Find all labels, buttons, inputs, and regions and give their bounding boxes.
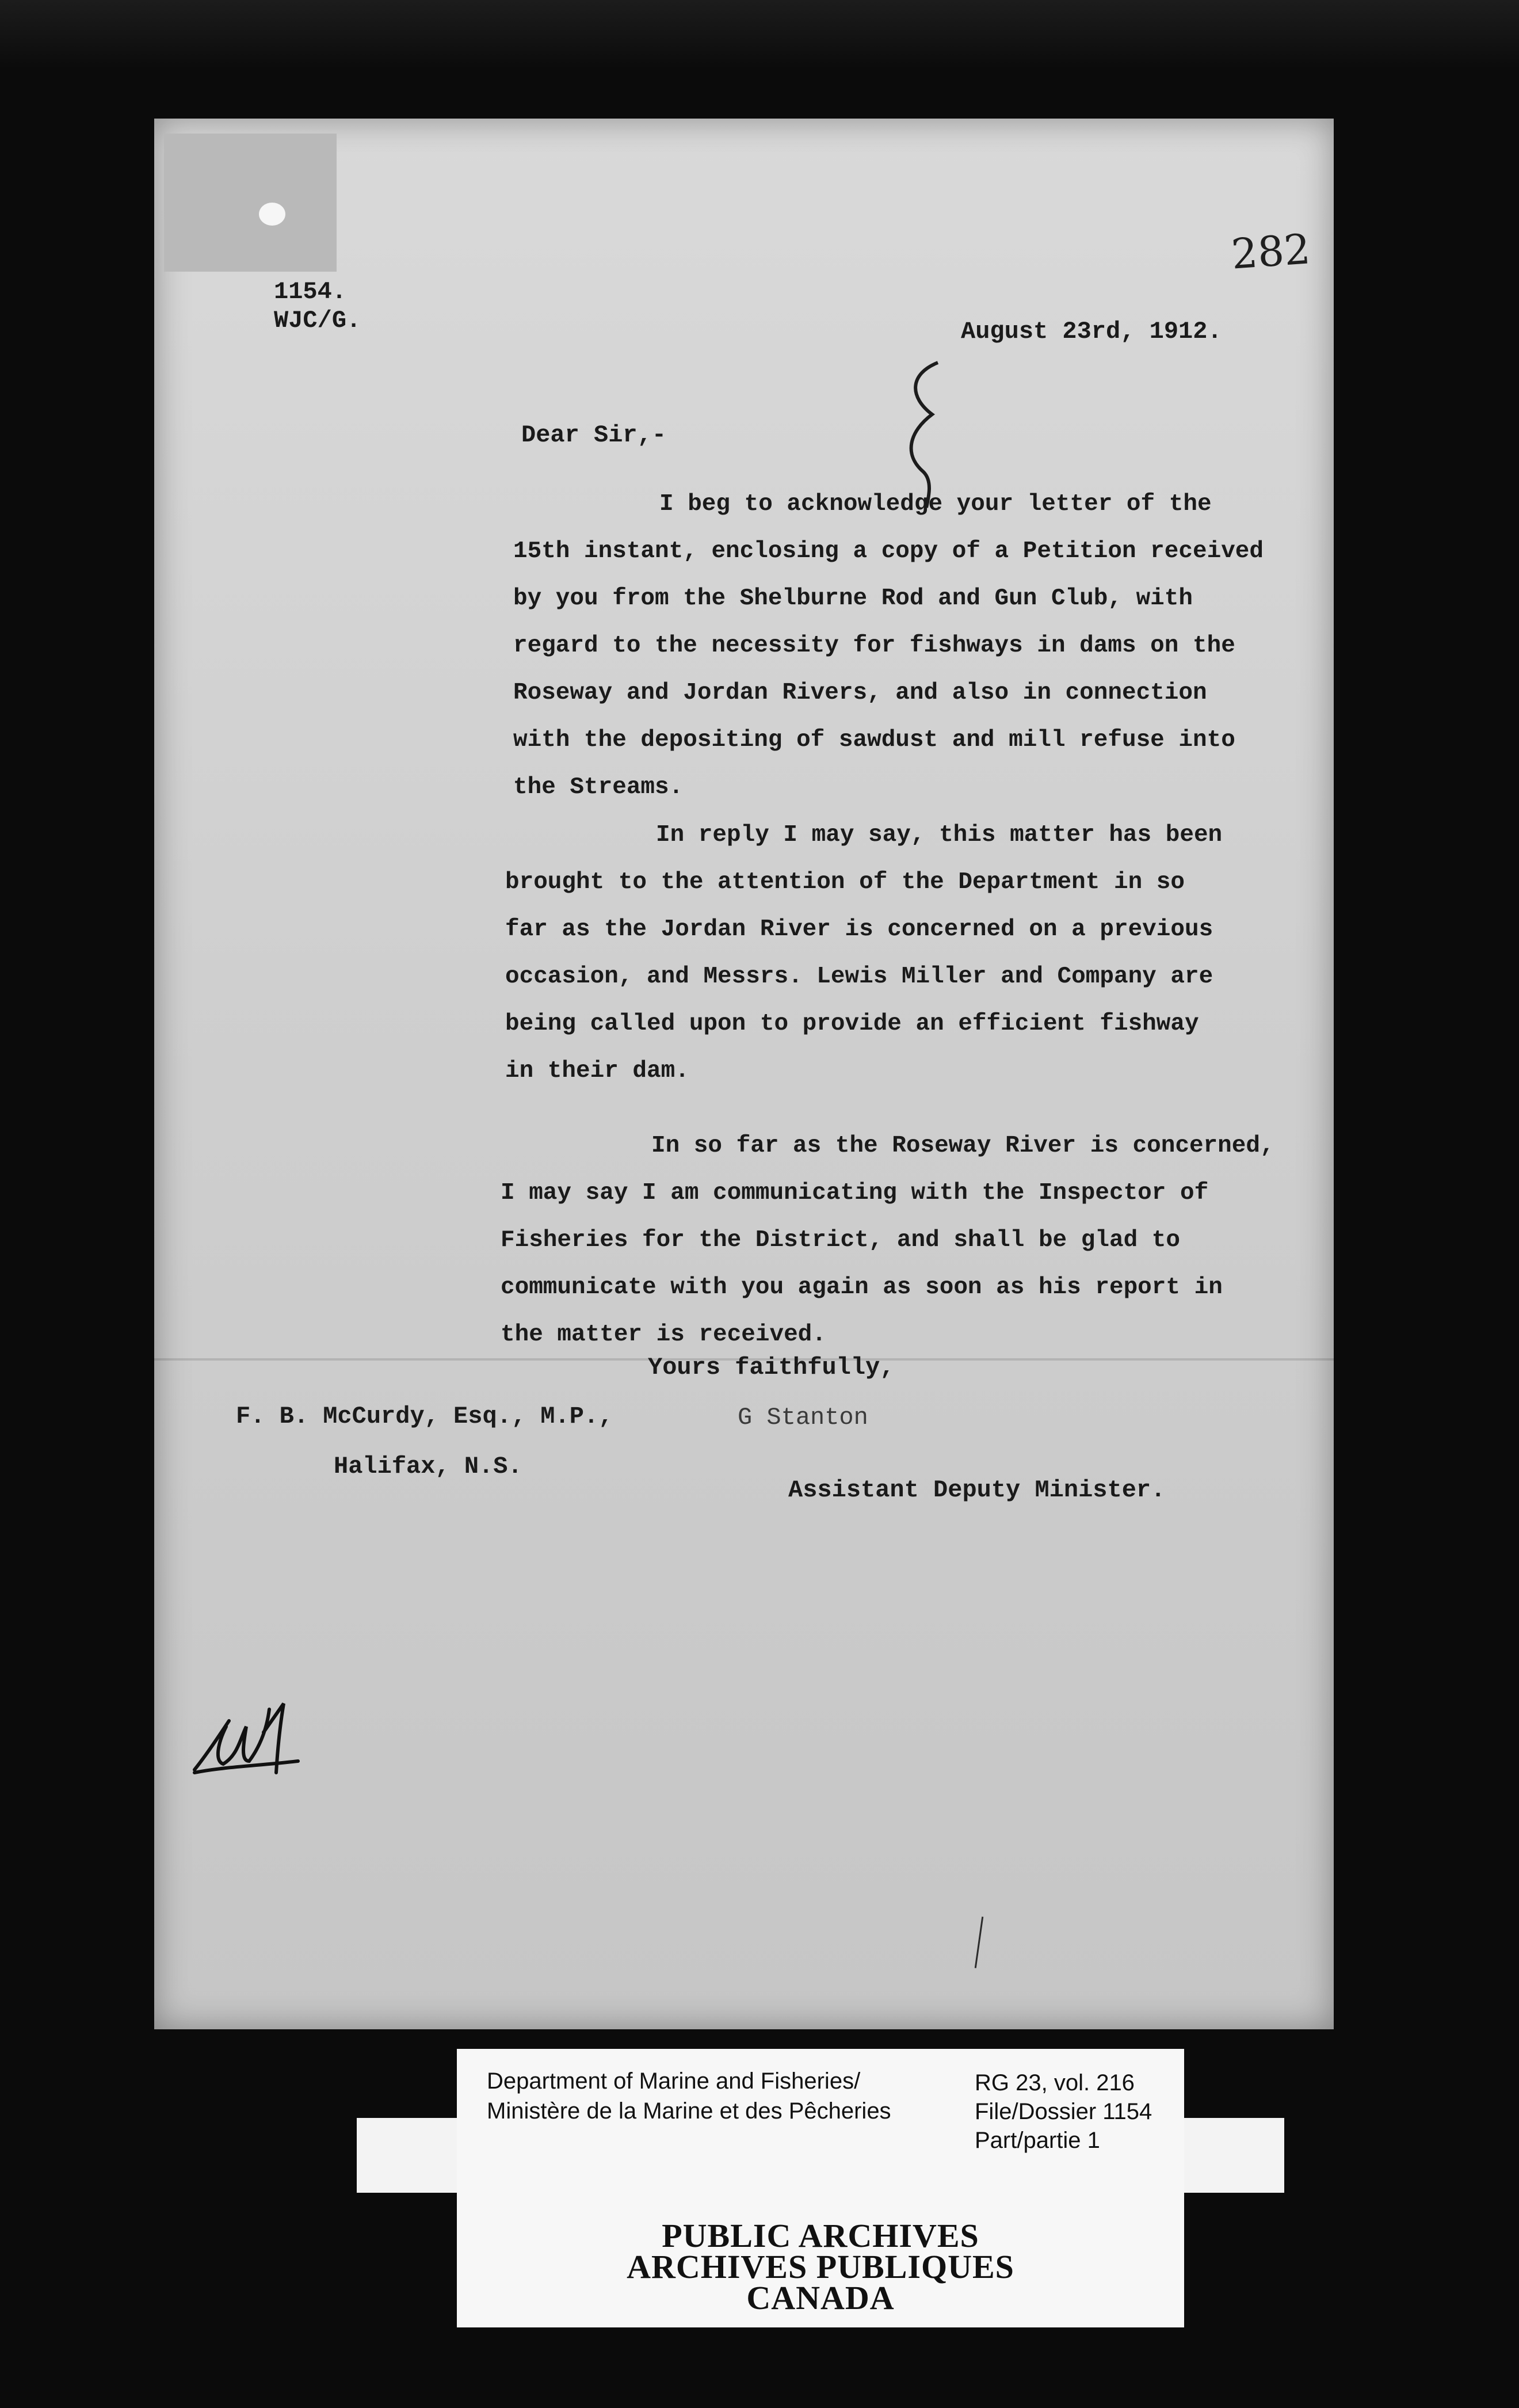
text-line: Roseway and Jordan Rivers, and also in connection: [513, 680, 1207, 706]
paragraph-acknowledgement: [513, 481, 1264, 811]
text-line: regard to the necessity for fishways in dams on the: [513, 633, 1235, 659]
film-edge: [0, 0, 1519, 69]
file-tab-mark: [164, 134, 337, 272]
handwritten-initials: [183, 1669, 310, 1784]
part-number: Part/partie 1: [975, 2128, 1100, 2153]
archives-english: PUBLIC ARCHIVES: [662, 2217, 979, 2254]
text-line: In so far as the Roseway River is concerned,: [651, 1133, 1274, 1159]
text-line: In reply I may say, this matter has been: [656, 822, 1223, 848]
file-reference: [274, 277, 361, 335]
department-english: Department of Marine and Fisheries/: [487, 2068, 861, 2094]
handwritten-page-number: 282: [1230, 224, 1312, 279]
text-line: with the depositing of sawdust and mill refuse into: [513, 727, 1235, 753]
archive-label-top: [457, 2049, 1184, 2199]
text-line: the Streams.: [513, 774, 684, 801]
paragraph-roseway: [501, 1122, 1274, 1358]
addressee-name: F. B. McCurdy, Esq., M.P.,: [236, 1403, 613, 1430]
text-line: occasion, and Messrs. Lewis Miller and Company are: [505, 963, 1213, 990]
file-number: 1154.: [274, 278, 347, 306]
archives-french: ARCHIVES PUBLIQUES: [627, 2248, 1014, 2285]
typist-initials: WJC/G.: [274, 307, 361, 334]
text-line: communicate with you again as soon as his report in: [501, 1274, 1223, 1301]
paragraph-reply: [505, 811, 1222, 1095]
file-dossier: File/Dossier 1154: [975, 2099, 1152, 2124]
record-reference: [975, 2068, 1152, 2155]
text-line: I beg to acknowledge your letter of the: [659, 491, 1212, 517]
text-line: I may say I am communicating with the Inspector of: [501, 1180, 1209, 1206]
text-line: Fisheries for the District, and shall be glad to: [501, 1227, 1180, 1253]
archives-stamp: [457, 2217, 1184, 2316]
signature-stamp: G Stanton: [738, 1404, 868, 1431]
punch-hole: [259, 203, 285, 226]
complimentary-closing: Yours faithfully,: [648, 1354, 895, 1381]
salutation: Dear Sir,-: [521, 421, 667, 449]
text-line: far as the Jordan River is concerned on a previous: [505, 916, 1213, 943]
letter-date: August 23rd, 1912.: [961, 318, 1222, 345]
addressee-city: Halifax, N.S.: [334, 1453, 522, 1480]
text-line: brought to the attention of the Department in so: [505, 869, 1185, 896]
department-french: Ministère de la Marine et des Pêcheries: [487, 2098, 891, 2124]
text-line: in their dam.: [505, 1058, 689, 1084]
text-line: the matter is received.: [501, 1321, 826, 1348]
department-name: [487, 2066, 891, 2126]
text-line: 15th instant, enclosing a copy of a Petition received: [513, 538, 1264, 565]
signer-title: Assistant Deputy Minister.: [788, 1476, 1166, 1504]
archive-label-bottom: [457, 2193, 1184, 2327]
archives-country: CANADA: [746, 2279, 895, 2316]
text-line: by you from the Shelburne Rod and Gun Club, with: [513, 585, 1193, 612]
record-group: RG 23, vol. 216: [975, 2070, 1135, 2095]
text-line: being called upon to provide an efficient fishway: [505, 1011, 1199, 1037]
